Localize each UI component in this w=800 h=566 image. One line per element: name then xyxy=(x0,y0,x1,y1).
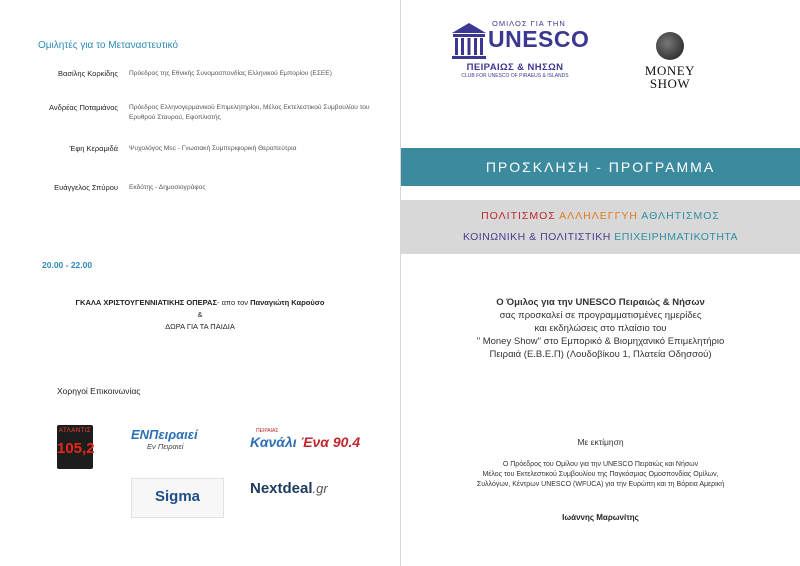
speaker-name: Έφη Κεραμιδά xyxy=(69,144,118,153)
kanali-logo-a: Κανάλι xyxy=(250,434,301,450)
gala-title: ΓΚΑΛΑ ΧΡΙΣΤΟΥΓΕΝΝΙΑΤΙΚΗΣ ΟΠΕΡΑΣ xyxy=(75,298,217,307)
money-show-line1: MONEY xyxy=(644,63,696,78)
nextdeal-logo xyxy=(250,480,368,510)
intro-line4: " Money Show" στο Εμπορικό & Βιομηχανικό Επιμελητήριο xyxy=(476,336,725,347)
speaker-name: Ευάγγελος Σπύρου xyxy=(54,183,118,192)
speaker-desc: Πρόεδρος της Εθνικής Συνομοσπονδίας Ελληνικού Εμπορίου (ΕΣΕΕ) xyxy=(129,70,332,77)
unesco-logo-top: ΟΜΙΛΟΣ ΓΙΑ ΤΗΝ xyxy=(492,19,566,28)
banner-title: ΠΡΟΣΚΛΗΣΗ - ΠΡΟΓΡΑΜΜΑ xyxy=(485,159,716,175)
speaker-desc: Ψυχολόγος Msc - Γνωσιακή Συμπεριφορική Θεραπεύτρια xyxy=(129,145,297,152)
unesco-logo-club: CLUB FOR UNESCO OF PIRAEUS & ISLANDS xyxy=(461,73,569,79)
coin-icon xyxy=(656,32,684,60)
themes-box xyxy=(401,200,800,254)
sigma-logo xyxy=(131,478,224,518)
speaker-desc: Πρόεδρος Ελληνογερμανικού Επιμελητηρίου, Μέλος Εκτελεστικού Συμβουλίου του Ερυθρού Σταυρού, Εφοπλιστής xyxy=(129,104,370,121)
atlantis-logo-top: ΑΤΛΑΝΤΙΣ xyxy=(58,428,92,434)
unesco-club-logo xyxy=(450,17,590,81)
speaker-name: Ανδρέας Ποταμιάνος xyxy=(49,103,118,112)
speaker-name: Βασίλης Κορκίδης xyxy=(58,69,118,78)
invitation-banner xyxy=(401,148,800,186)
kanali-logo-b: Ένα 90.4 xyxy=(300,434,361,450)
event-time: 20.00 - 22.00 xyxy=(42,260,93,270)
theme-sports: ΑΘΛΗΤΙΣΜΟΣ xyxy=(641,210,720,222)
gala-text xyxy=(0,297,400,333)
unesco-logo-name: UNESCO xyxy=(488,26,590,52)
gala-performer: Παναγιώτη Καρούσο xyxy=(250,298,325,307)
atlantis-logo-freq: 105,2 xyxy=(57,440,95,457)
kanali-ena-logo xyxy=(250,428,368,460)
enpeiraiei-logo-big: ΕΝΠειραιεί xyxy=(131,427,198,442)
president-line3: Συλλόγων, Κέντρων UNESCO (WFUCA) για την Ευρώπη και τη Βόρεια Αμερική xyxy=(476,481,725,488)
gala-amp: & xyxy=(197,310,203,319)
enpeiraiei-logo xyxy=(131,427,226,459)
sponsors-title: Χορηγοί Επικοινωνίας xyxy=(57,386,141,396)
theme-social: ΚΟΙΝΩΝΙΚΗ xyxy=(462,231,526,243)
signature-name: Ιωάννης Μαρωνίτης xyxy=(562,513,639,522)
president-title xyxy=(401,460,800,490)
themes-line1 xyxy=(401,210,800,222)
atlantis-logo xyxy=(57,425,93,469)
intro-line2: σας προσκαλεί σε προγραμματισμένες ημερίδες xyxy=(499,310,702,321)
money-show-line2: SHOW xyxy=(649,76,691,91)
nextdeal-logo-a: Nextdeal xyxy=(250,480,313,497)
enpeiraiei-logo-small: Εν Πειραιεί xyxy=(147,442,184,451)
speaker-desc: Εκδότης - Δημοσιογράφος xyxy=(129,184,206,191)
speakers-title: Ομιλητές για το Μεταναστευτικό xyxy=(38,40,179,51)
gala-gifts: ΔΩΡΑ ΓΙΑ ΤΑ ΠΑΙΔΙΑ xyxy=(165,322,235,331)
themes-line2 xyxy=(401,231,800,243)
kanali-logo-top: ΠΕΙΡΑΙΑΣ xyxy=(256,428,279,434)
nextdeal-logo-b: .gr xyxy=(312,481,328,496)
intro-line5: Πειραιά (Ε.Β.Ε.Π) (Λουδοβίκου 1, Πλατεία Οδησσού) xyxy=(489,349,712,360)
intro-line1: Ο Όμιλος για την UNESCO Πειραιώς & Νήσων xyxy=(496,297,705,308)
right-page xyxy=(401,0,800,566)
theme-solidarity: ΑΛΛΗΛΕΓΓΥΗ xyxy=(559,210,638,222)
theme-culture: ΠΟΛΙΤΙΣΜΟΣ xyxy=(481,210,556,222)
gala-by: - απο τον xyxy=(216,298,251,307)
regards-text: Με εκτίμηση xyxy=(577,437,624,447)
theme-entrepreneurship: ΕΠΙΧΕΙΡΗΜΑΤΙΚΟΤΗΤΑ xyxy=(614,231,739,243)
theme-cultural: ΠΟΛΙΤΙΣΤΙΚΗ xyxy=(540,231,611,243)
president-line1: Ο Πρόεδρος του Ομίλου για την UNESCO Πειραιώς και Νήσων xyxy=(502,461,699,468)
president-line2: Μέλος του Εκτελεστικού Συμβουλίου της Παγκόσμιας Ομοσπονδίας Ομίλων, xyxy=(482,471,719,478)
invitation-text xyxy=(401,296,800,361)
intro-line3: και εκδηλώσεις στο πλαίσιο του xyxy=(534,323,667,334)
theme-amp: & xyxy=(529,231,537,243)
money-show-logo xyxy=(635,32,705,90)
unesco-logo-sub: ΠΕΙΡΑΙΩΣ & ΝΗΣΩΝ xyxy=(466,62,564,73)
sigma-logo-text: Sigma xyxy=(154,488,200,505)
temple-icon xyxy=(450,21,488,61)
